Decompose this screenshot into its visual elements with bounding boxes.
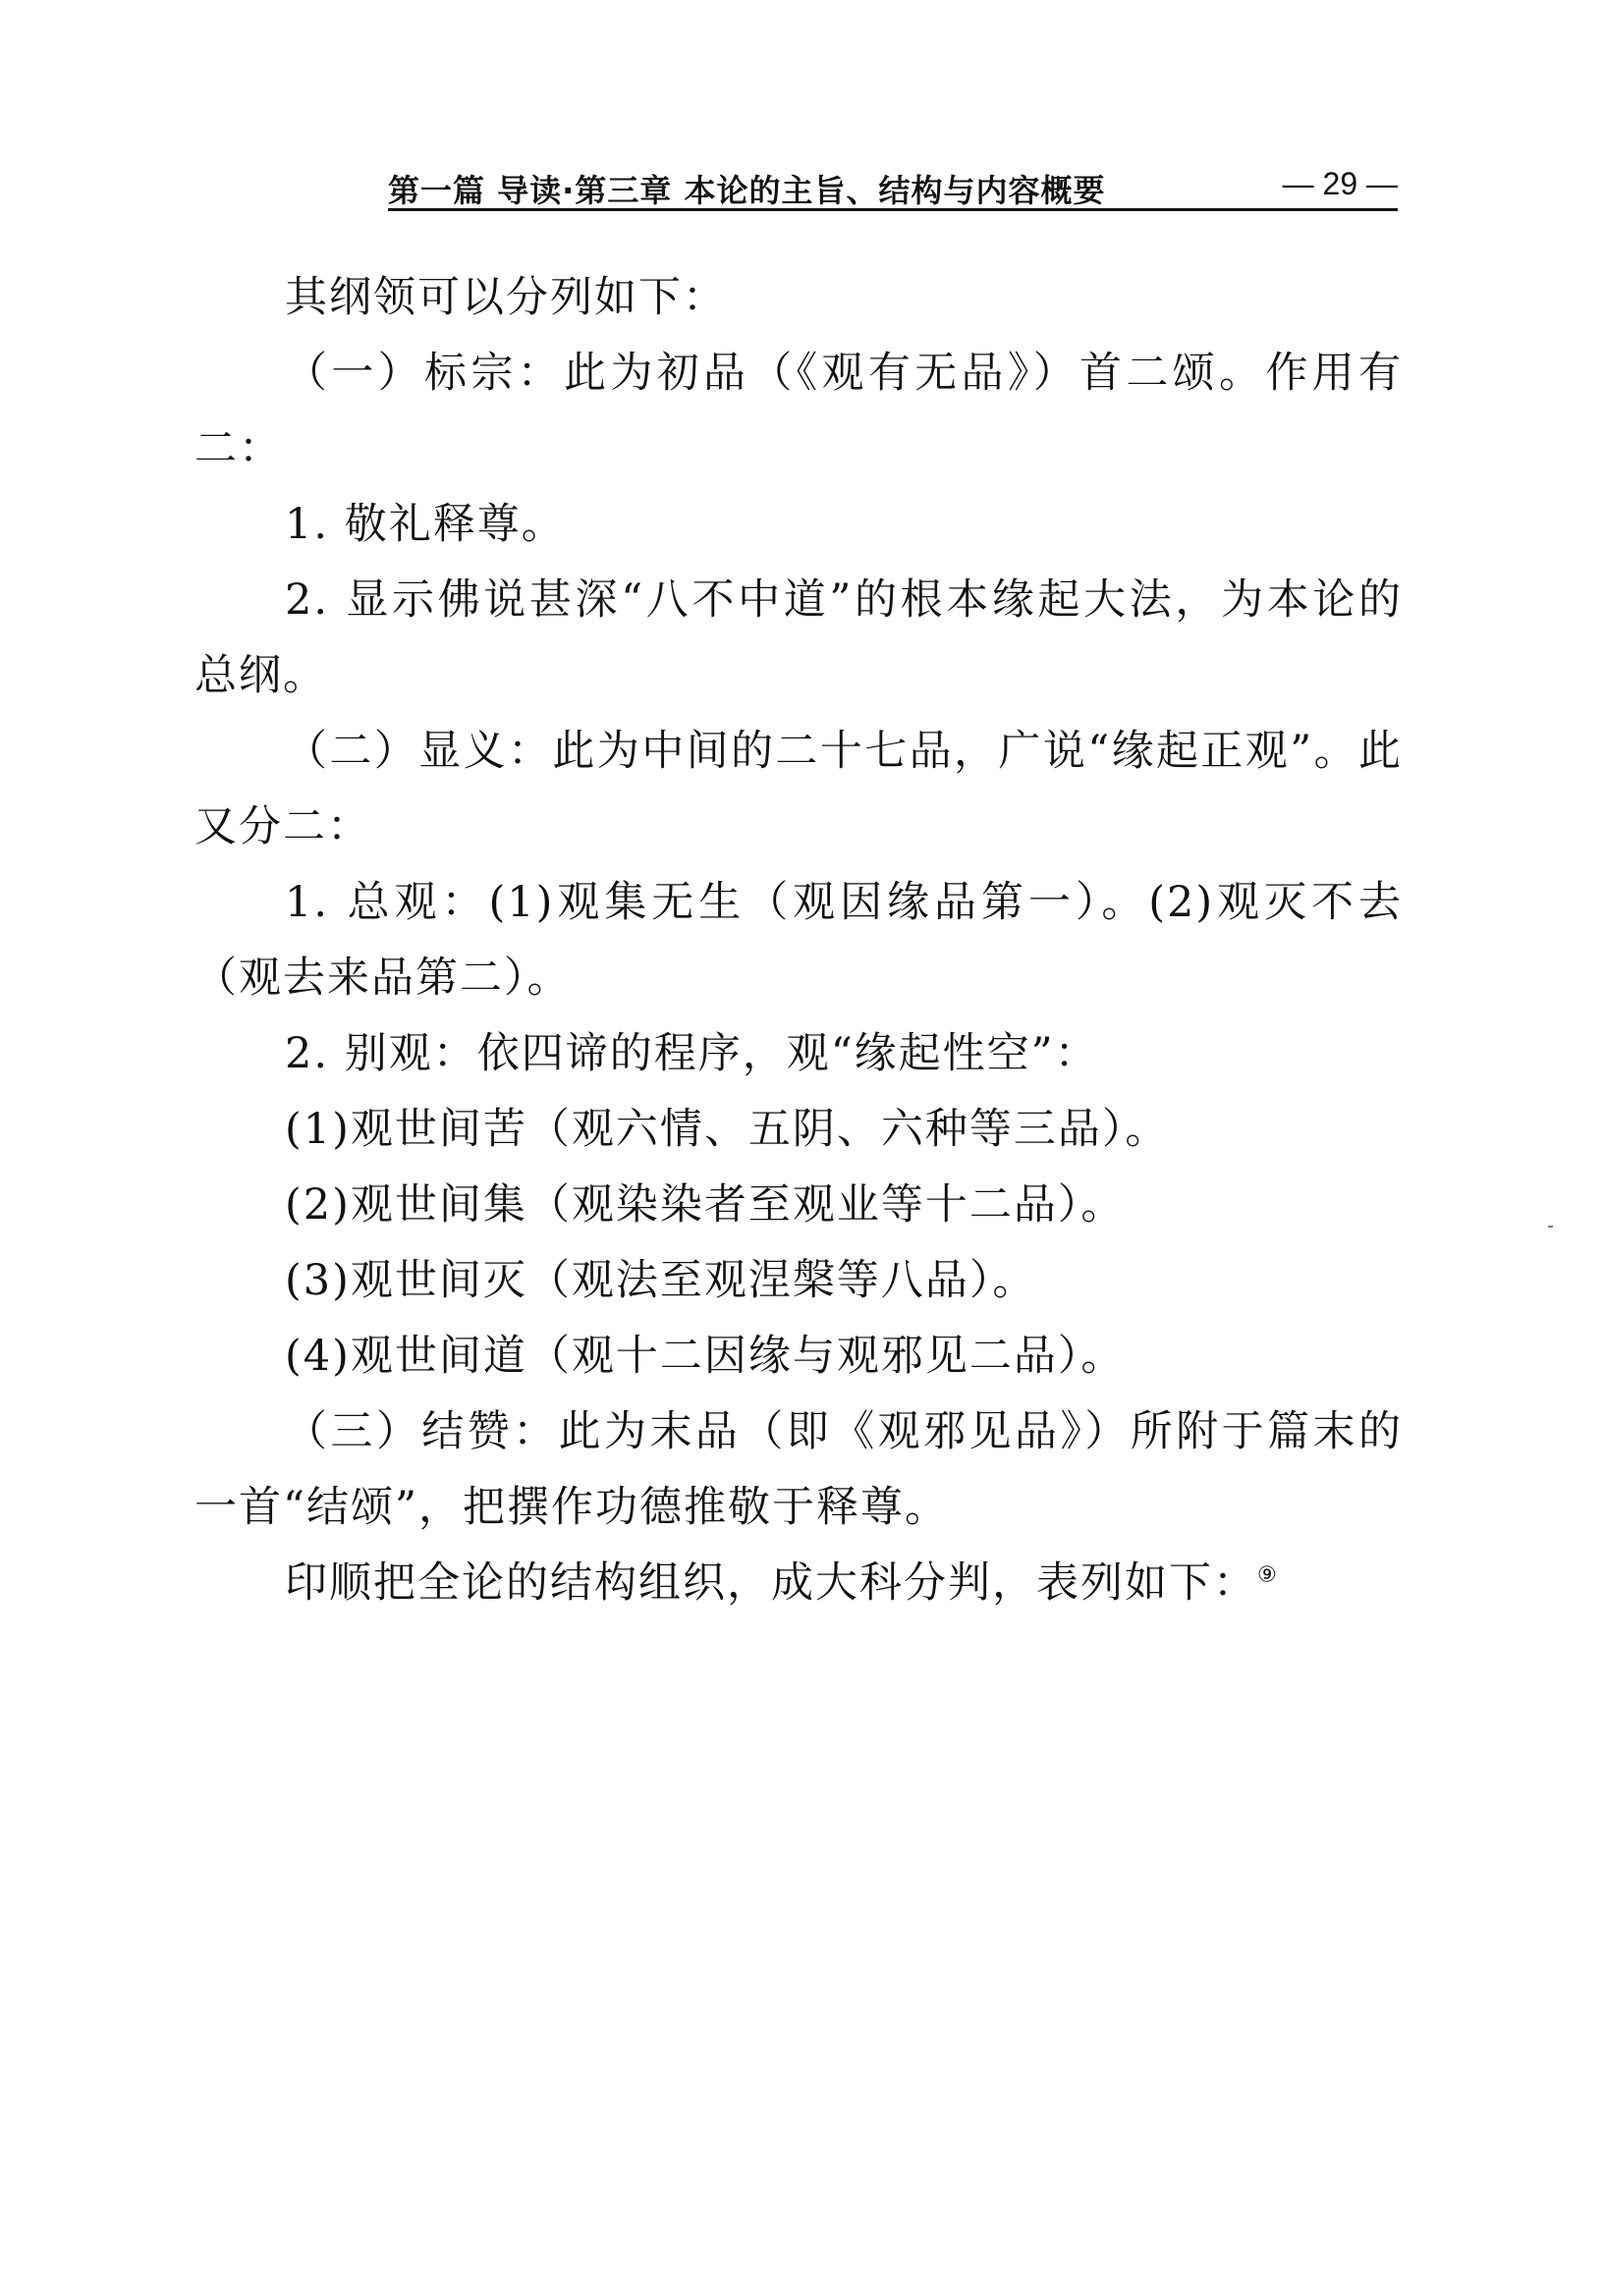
page-number: — 29 — (1282, 166, 1398, 201)
list-item-1-1: 1. 敬礼释尊。 (285, 500, 566, 549)
paragraph-outline-intro: 其纲领可以分列如下： (285, 273, 727, 322)
list-item-2-2-1: (1)观世间苦（观六情、五阴、六种等三品）。 (285, 1105, 1170, 1154)
body-text (194, 260, 1403, 1621)
footnote-marker[interactable]: ⑨ (1257, 1562, 1279, 1588)
scan-speck (1548, 1226, 1553, 1228)
list-item-2-2-2: (2)观世间集（观染染者至观业等十二品）。 (285, 1180, 1126, 1230)
list-item-2-2: 2. 别观：依四谛的程序，观“缘起性空”： (285, 1029, 1099, 1078)
paragraph-section-1: （一）标宗：此为初品（《观有无品》）首二颂。作用有二： (194, 349, 1403, 473)
table-intro-text: 印顺把全论的结构组织，成大科分判，表列如下： (285, 1558, 1257, 1608)
list-item-1-2: 2. 显示佛说甚深“八不中道”的根本缘起大法，为本论的总纲。 (194, 575, 1403, 700)
list-item-2-2-3: (3)观世间灭（观法至观涅槃等八品）。 (285, 1256, 1037, 1305)
running-header (388, 160, 1398, 209)
paragraph-section-2: （二）显义：此为中间的二十七品，广说“缘起正观”。此又分二： (194, 727, 1403, 851)
list-item-2-1: 1. 总观：(1)观集无生（观因缘品第一）。(2)观灭不去（观去来品第二）。 (194, 878, 1403, 1003)
header-rule (388, 208, 1398, 211)
running-header-title: 第一篇 导读·第三章 本论的主旨、结构与内容概要 (388, 172, 1106, 209)
paragraph-section-3: （三）结赞：此为末品（即《观邪见品》）所附于篇末的一首“结颂”，把撰作功德推敬于释尊。 (194, 1407, 1403, 1532)
paragraph-table-intro (194, 1546, 1403, 1621)
list-item-2-2-4: (4)观世间道（观十二因缘与观邪见二品）。 (285, 1332, 1126, 1381)
